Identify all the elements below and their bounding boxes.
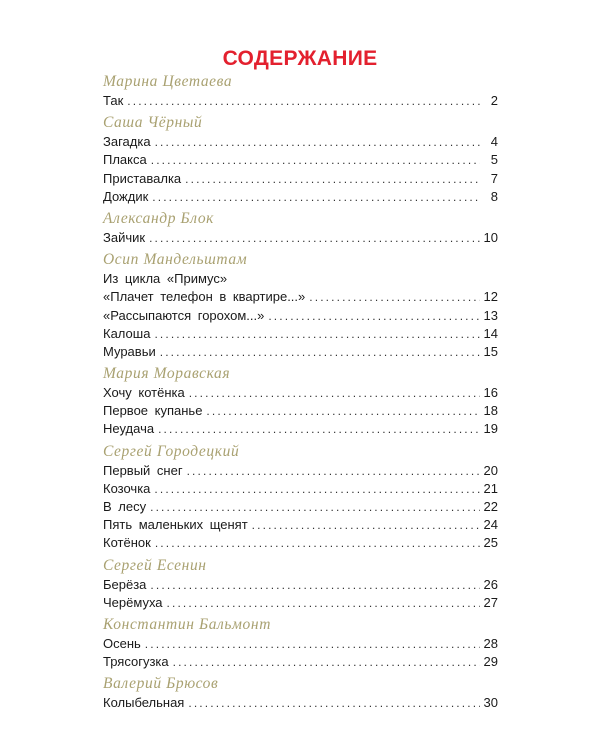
toc-section (103, 208, 498, 247)
author-name: Константин Бальмонт (103, 615, 271, 633)
entry-title: Муравьи (103, 343, 156, 359)
page-number: 12 (483, 289, 498, 305)
page-number: 2 (490, 93, 498, 108)
dot-leader (187, 462, 480, 480)
toc-entry (103, 307, 498, 325)
dot-leader (145, 635, 480, 653)
dot-leader (188, 694, 479, 712)
page-number: 13 (483, 307, 498, 323)
toc-entry (103, 92, 498, 110)
entry-title: Пять маленьких щенят (103, 517, 248, 533)
toc-entry (103, 188, 498, 206)
entry-title: Первое купанье (103, 403, 203, 419)
toc-entry (103, 384, 498, 402)
toc-section (103, 363, 498, 439)
dot-leader (173, 653, 480, 671)
toc-entry (103, 694, 498, 712)
entry-title: В лесу (103, 499, 147, 514)
entry-title: «Плачет телефон в квартире...» (103, 289, 306, 305)
toc-entry (103, 594, 498, 612)
author-name: Осип Мандельштам (103, 251, 248, 269)
toc-entry (103, 325, 498, 343)
toc-entry (103, 133, 498, 151)
page-number: 22 (483, 499, 498, 514)
entry-title: Зайчик (103, 229, 146, 245)
entry-title: Трясогузка (103, 654, 169, 670)
toc-entry (103, 576, 498, 594)
author-name: Сергей Городецкий (103, 442, 240, 460)
page-number: 16 (483, 385, 498, 401)
toc-entry (103, 653, 498, 671)
entry-title: Приставалка (103, 170, 182, 186)
dot-leader (160, 343, 480, 361)
page-number: 30 (483, 695, 498, 711)
entry-title: Калоша (103, 325, 151, 341)
toc-entry (103, 462, 498, 480)
page-number: 4 (490, 134, 498, 150)
entry-title: Неудача (103, 421, 155, 437)
page-number: 26 (483, 576, 498, 592)
dot-leader (151, 151, 480, 169)
entry-title: «Рассыпаются горохом...» (103, 307, 265, 323)
toc-section (103, 249, 498, 361)
entry-title: Так (103, 93, 124, 108)
toc-entry (103, 288, 498, 306)
dot-leader (252, 516, 480, 534)
cycle-subheading: Из цикла «Примус» (103, 271, 228, 287)
dot-leader (155, 133, 480, 151)
toc-section (103, 555, 498, 612)
dot-leader (155, 534, 480, 552)
toc-entry (103, 516, 498, 534)
dot-leader (127, 92, 480, 110)
page-number: 18 (483, 403, 498, 419)
page-title: СОДЕРЖАНИЕ (222, 47, 378, 70)
toc-section (103, 614, 498, 671)
page-number: 19 (483, 421, 498, 437)
table-of-contents (103, 70, 498, 715)
entry-title: Берёза (103, 576, 147, 592)
author-name: Мария Моравская (103, 365, 231, 383)
toc-section (103, 441, 498, 553)
dot-leader (189, 384, 480, 402)
toc-section (103, 112, 498, 206)
toc-section (103, 71, 498, 110)
toc-section (103, 673, 498, 712)
entry-title: Первый снег (103, 462, 183, 478)
entry-title: Черёмуха (103, 594, 163, 610)
dot-leader (154, 325, 479, 343)
author-name: Марина Цветаева (103, 73, 233, 90)
toc-entry (103, 170, 498, 188)
author-name: Валерий Брюсов (103, 675, 219, 693)
dot-leader (150, 498, 479, 516)
page-number: 25 (483, 535, 498, 551)
toc-entry (103, 498, 498, 516)
entry-title: Козочка (103, 480, 151, 496)
page-number: 5 (490, 152, 498, 168)
dot-leader (152, 188, 480, 206)
dot-leader (154, 480, 479, 498)
page-number: 8 (490, 188, 498, 204)
page-number: 29 (483, 654, 498, 670)
page-number: 7 (490, 170, 498, 186)
page-number: 10 (483, 229, 498, 245)
page-number: 27 (483, 594, 498, 610)
toc-entry (103, 402, 498, 420)
author-name: Александр Блок (103, 209, 215, 227)
entry-title: Колыбельная (103, 695, 185, 711)
page-number: 20 (483, 462, 498, 478)
dot-leader (309, 288, 479, 306)
entry-title: Осень (103, 635, 141, 651)
dot-leader (185, 170, 480, 188)
toc-entry (103, 534, 498, 552)
page-number: 28 (483, 635, 498, 651)
page-number: 15 (483, 343, 498, 359)
toc-entry (103, 480, 498, 498)
page-number: 21 (483, 480, 498, 496)
toc-entry (103, 151, 498, 169)
toc-entry (103, 420, 498, 438)
dot-leader (206, 402, 479, 420)
dot-leader (150, 576, 479, 594)
entry-title: Дождик (103, 188, 149, 204)
entry-title: Плакса (103, 152, 147, 168)
dot-leader (167, 594, 480, 612)
dot-leader (158, 420, 479, 438)
toc-entry (103, 343, 498, 361)
author-name: Саша Чёрный (103, 114, 203, 132)
dot-leader (149, 229, 479, 247)
toc-entry (103, 635, 498, 653)
page-number: 14 (483, 325, 498, 341)
toc-entry (103, 229, 498, 247)
entry-title: Загадка (103, 134, 151, 150)
entry-title: Хочу котёнка (103, 385, 185, 401)
page-number: 24 (483, 517, 498, 533)
entry-title: Котёнок (103, 535, 151, 551)
dot-leader (268, 307, 479, 325)
author-name: Сергей Есенин (103, 556, 207, 574)
